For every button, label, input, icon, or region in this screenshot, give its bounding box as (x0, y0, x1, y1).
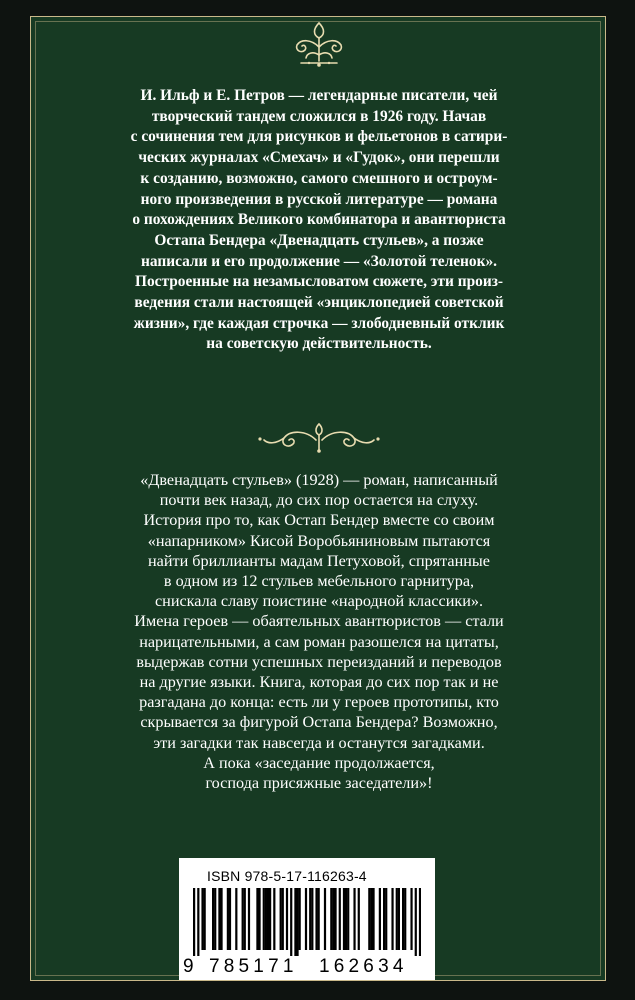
barcode-bar (242, 888, 244, 950)
barcode-bar (305, 888, 307, 950)
bio-line: ного произведения в русской литературе — романа (140, 190, 498, 208)
barcode-bar (391, 888, 393, 950)
bio-line: с сочинения тем для рисунков и фельетонов в сатири- (130, 128, 508, 146)
barcode-bar (343, 888, 345, 950)
book-description (41, 470, 597, 793)
author-bio (41, 86, 597, 355)
bio-line: Остапа Бендера «Двенадцать стульев», а позже (154, 231, 484, 249)
barcode-bar (258, 888, 260, 950)
bio-line: жизни», где каждая строчка — злободневный отклик (133, 314, 505, 332)
barcode-bar (410, 888, 412, 950)
bio-line: ческих журналах «Смехач» и «Гудок», они перешли (138, 149, 500, 167)
barcode-bar (214, 888, 216, 950)
description-line: «напарником» Кисой Воробьяниновым пытаются (147, 531, 491, 550)
barcode-bar (286, 888, 288, 950)
barcode-bar (282, 888, 284, 950)
barcode-bar (212, 888, 214, 950)
barcode-bar (353, 888, 355, 950)
barcode-digit-first: 9 (183, 956, 194, 977)
barcode-bar (347, 888, 349, 950)
barcode-bar (402, 888, 404, 950)
description-line: скрывается за фигурой Остапа Бендера? Возможно, (140, 713, 498, 732)
barcode-bar (398, 888, 400, 950)
barcode-bar (318, 888, 320, 950)
description-line: Имена героев — обаятельных авантюристов — стали (134, 612, 504, 631)
bio-line: ведения стали настоящей «энциклопедией советской (134, 294, 504, 312)
description-line: разгадана до конца: есть ли у героев прототипы, кто (139, 693, 499, 712)
barcode-digits-right: 162634 (319, 956, 408, 977)
description-line: «Двенадцать стульев» (1928) — роман, написанный (140, 471, 498, 489)
barcode-bar (379, 888, 381, 950)
barcode-bar (311, 888, 313, 950)
barcode-bar (330, 888, 332, 950)
barcode-bar (296, 888, 298, 956)
barcode-bar (294, 888, 296, 956)
barcode-bar (385, 888, 387, 950)
barcode-bar (229, 888, 231, 950)
barcode-bar (383, 888, 385, 950)
barcode-bar (248, 888, 250, 950)
barcode-bar (315, 888, 317, 950)
isbn-label: ISBN 978-5-17-116263-4 (207, 868, 367, 884)
barcode-bar (419, 888, 421, 956)
isbn-barcode (179, 858, 435, 980)
bio-line: на советскую действительность. (206, 335, 432, 353)
bio-line: о похождениях Великого комбинатора и авантюриста (132, 211, 506, 229)
barcode-bar (227, 888, 229, 950)
barcode-bar (358, 888, 360, 950)
description-line: снискала славу поистине «народной классики». (154, 592, 484, 611)
barcode-bar (368, 888, 370, 950)
barcode-bar (332, 888, 334, 950)
barcode-bar (267, 888, 269, 950)
barcode-bar (193, 888, 195, 956)
barcode-bar (324, 888, 326, 950)
barcode-digits-left: 785171 (209, 956, 298, 977)
barcode-bar (345, 888, 347, 950)
bio-line: написали и его продолжение — «Золотой теленок». (140, 252, 498, 270)
barcode-bar (235, 888, 237, 950)
description-line: эти загадки так навсегда и останутся загадками. (153, 733, 485, 752)
barcode-bar (415, 888, 417, 956)
description-line: господа присяжные заседатели»! (205, 774, 433, 793)
green-panel (30, 16, 606, 981)
description-line: История про то, как Остап Бендер вместе со своим (143, 511, 495, 530)
description-line: в одном из 12 стульев мебельного гарнитура, (163, 572, 475, 591)
bio-line: И. Ильф и Е. Петров — легендарные писатели, чей (140, 87, 498, 104)
barcode-bar (280, 888, 282, 950)
description-line: найти бриллианты мадам Петуховой, спрятанные (148, 551, 490, 570)
barcode-bar (201, 888, 203, 950)
barcode-bar (404, 888, 406, 950)
barcode-bar (218, 888, 220, 950)
floral-divider-icon (246, 422, 392, 454)
bio-line: творческий тандем сложился в 1926 году. Начав (151, 107, 487, 125)
bio-line: к созданию, возможно, самого смешного и остроум- (140, 169, 498, 187)
floral-ornament-icon (287, 19, 351, 69)
description-line: почти век назад, до сих пор остается на слуху. (159, 491, 479, 510)
barcode-bar (197, 888, 199, 956)
barcode-bar (290, 888, 292, 956)
barcode-bar (372, 888, 374, 950)
barcode-bar (339, 888, 341, 950)
barcode-bar (265, 888, 267, 950)
barcode-bar (396, 888, 398, 950)
barcode-bar (309, 888, 311, 950)
barcode-bar (220, 888, 222, 950)
barcode-bars (193, 888, 421, 956)
barcode-bar (273, 888, 275, 950)
barcode-bar (204, 888, 206, 950)
barcode-bar (370, 888, 372, 950)
description-line: А пока «заседание продолжается, (203, 753, 435, 772)
barcode-bar (269, 888, 271, 950)
description-line: на другие языки. Книга, которая до сих пор так и не (139, 673, 499, 692)
bio-line: Построенные на незамысловатом сюжете, эти произ- (134, 273, 504, 291)
barcode-bar (263, 888, 265, 950)
barcode-bar (299, 888, 301, 950)
description-line: выдержав сотни успешных переизданий и переводов (136, 652, 502, 671)
barcode-bar (256, 888, 258, 950)
barcode-bar (334, 888, 336, 950)
barcode-bar (244, 888, 246, 950)
description-line: нарицательными, а сам роман разошелся на цитаты, (139, 632, 499, 651)
